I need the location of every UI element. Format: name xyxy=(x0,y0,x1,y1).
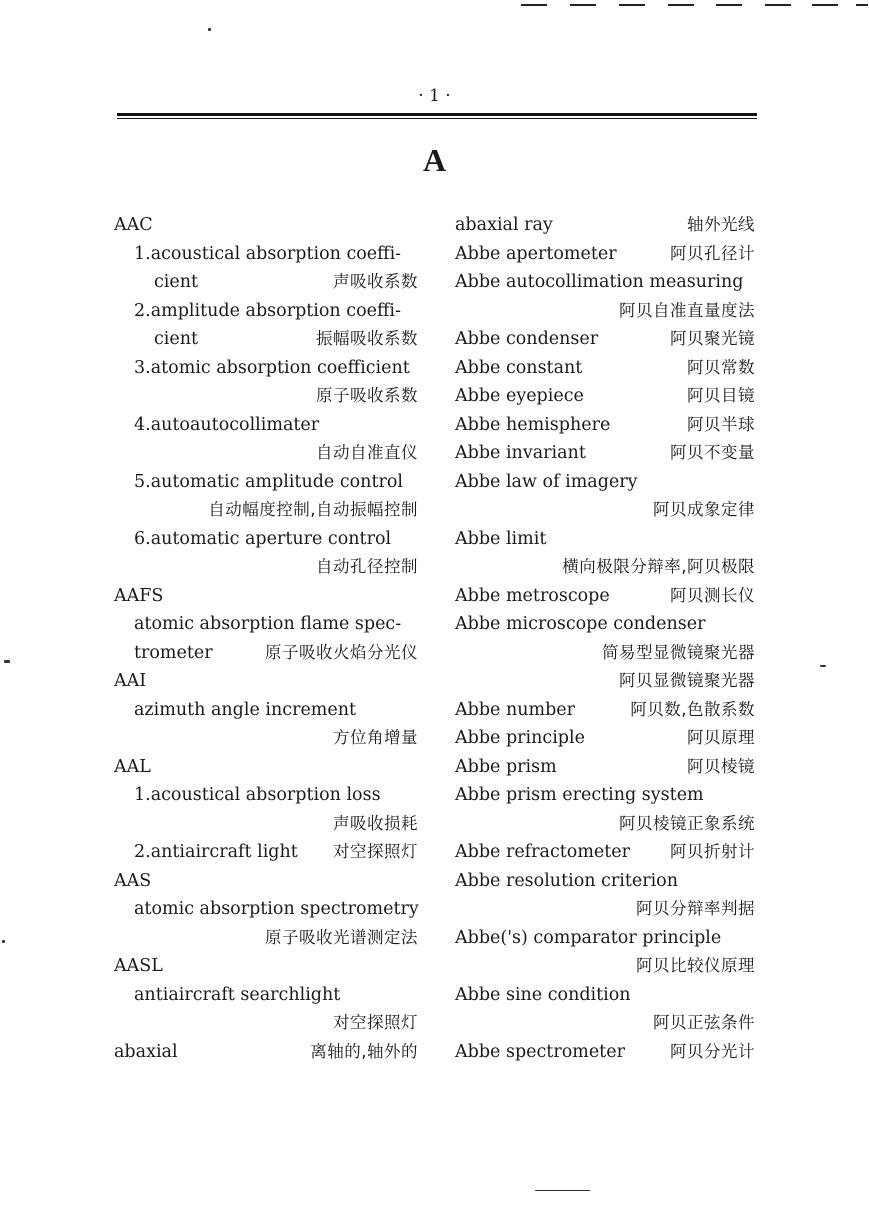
entry-translation: 声吸收系数 xyxy=(333,272,418,291)
header-dash xyxy=(812,4,838,6)
header-rule-thick xyxy=(117,113,757,116)
dictionary-line xyxy=(455,924,755,953)
dictionary-line xyxy=(455,268,755,297)
page-number: · 1 · xyxy=(418,86,451,106)
dictionary-line xyxy=(114,325,418,354)
dictionary-line xyxy=(455,724,755,753)
entry-translation: 轴外光线 xyxy=(687,215,755,234)
entry-term: abaxial ray xyxy=(455,215,553,235)
entry-translation: 阿贝比较仪原理 xyxy=(636,956,755,975)
dictionary-line xyxy=(455,696,755,725)
dictionary-line xyxy=(114,810,418,839)
dictionary-line xyxy=(455,525,755,554)
entry-term: atomic absorption spectrometry xyxy=(134,899,419,919)
entry-translation: 阿贝测长仪 xyxy=(670,585,755,605)
entry-translation: 简易型显微镜聚光器 xyxy=(602,642,755,662)
header-dash xyxy=(521,4,547,6)
dictionary-line xyxy=(114,867,418,896)
dictionary-line xyxy=(114,411,418,440)
entry-term: AAS xyxy=(114,870,152,891)
dictionary-line xyxy=(455,952,755,981)
dictionary-line xyxy=(114,211,418,240)
entry-translation: 离轴的,轴外的 xyxy=(310,1041,418,1061)
dictionary-line xyxy=(114,268,418,297)
entry-term: Abbe microscope condenser xyxy=(455,614,706,634)
dictionary-line xyxy=(114,639,418,668)
dictionary-line xyxy=(114,297,418,326)
dictionary-line xyxy=(455,582,755,611)
entry-translation: 对空探照灯 xyxy=(333,1013,418,1032)
header-dash xyxy=(716,4,742,6)
dictionary-line xyxy=(114,582,418,611)
entry-term: Abbe apertometer xyxy=(455,243,617,264)
entry-term: Abbe prism erecting system xyxy=(455,785,704,805)
entry-term: AAC xyxy=(114,215,153,235)
left-column xyxy=(114,211,418,1066)
entry-term: cient xyxy=(154,272,199,292)
dictionary-line xyxy=(114,610,418,639)
entry-term: 4.autoautocollimater xyxy=(134,414,320,435)
dictionary-line xyxy=(455,1038,755,1067)
entry-translation: 对空探照灯 xyxy=(333,842,418,861)
entry-term: 1.acoustical absorption coeffi- xyxy=(134,243,402,264)
entry-translation: 自动孔径控制 xyxy=(316,557,418,576)
entry-translation: 阿贝棱镜 xyxy=(687,756,755,776)
header-rule-thin xyxy=(117,118,757,119)
entry-term: azimuth angle increment xyxy=(134,699,357,720)
dictionary-line xyxy=(114,1038,418,1067)
dictionary-line xyxy=(114,753,418,782)
dictionary-line xyxy=(114,667,418,696)
entry-term: Abbe hemisphere xyxy=(455,414,611,435)
dictionary-line xyxy=(114,952,418,981)
entry-translation: 自动幅度控制,自动振幅控制 xyxy=(208,500,418,519)
scan-speck xyxy=(208,28,211,31)
scan-speck xyxy=(4,660,10,663)
dictionary-line xyxy=(455,810,755,839)
entry-term: Abbe invariant xyxy=(455,443,586,463)
entry-term: AAFS xyxy=(114,585,164,606)
dictionary-line xyxy=(114,838,418,867)
entry-term: Abbe eyepiece xyxy=(455,386,584,406)
entry-term: Abbe sine condition xyxy=(455,984,631,1005)
entry-term: Abbe spectrometer xyxy=(455,1041,625,1062)
entry-translation: 阿贝原理 xyxy=(687,728,755,747)
entry-translation: 横向极限分辩率,阿贝极限 xyxy=(562,557,755,576)
entry-translation: 阿贝半球 xyxy=(687,414,755,434)
entry-term: trometer xyxy=(134,642,213,663)
entry-term: 1.acoustical absorption loss xyxy=(134,785,381,805)
dictionary-line xyxy=(114,1009,418,1038)
entry-translation: 原子吸收火焰分光仪 xyxy=(265,642,418,662)
entry-translation: 振幅吸收系数 xyxy=(316,329,418,348)
entry-translation: 阿贝目镜 xyxy=(687,386,755,405)
dictionary-line xyxy=(455,325,755,354)
dictionary-line xyxy=(455,1009,755,1038)
entry-term: Abbe autocollimation measuring xyxy=(455,272,744,292)
entry-translation: 阿贝正弦条件 xyxy=(653,1013,755,1032)
dictionary-line xyxy=(455,838,755,867)
entry-translation: 阿贝数,色散系数 xyxy=(630,699,755,719)
dictionary-line xyxy=(114,553,418,582)
entry-translation: 阿贝聚光镜 xyxy=(670,329,755,348)
header-dash xyxy=(619,4,645,6)
entry-term: atomic absorption flame spec- xyxy=(134,614,402,634)
section-letter: A xyxy=(422,142,447,178)
dictionary-line xyxy=(455,667,755,696)
entry-term: AASL xyxy=(114,956,163,976)
right-column xyxy=(455,211,755,1066)
entry-term: cient xyxy=(154,329,199,349)
entry-translation: 自动自准直仪 xyxy=(316,443,418,462)
entry-translation: 声吸收损耗 xyxy=(333,813,418,833)
dictionary-line xyxy=(455,610,755,639)
dictionary-line xyxy=(114,354,418,383)
dictionary-line xyxy=(114,382,418,411)
entry-term: antiaircraft searchlight xyxy=(134,984,341,1005)
dictionary-line xyxy=(455,781,755,810)
dictionary-line xyxy=(455,895,755,924)
dictionary-line xyxy=(114,981,418,1010)
entry-term: AAL xyxy=(114,756,151,777)
dictionary-line xyxy=(114,724,418,753)
entry-term: Abbe refractometer xyxy=(455,842,631,862)
dictionary-line xyxy=(455,496,755,525)
entry-translation: 阿贝棱镜正象系统 xyxy=(619,813,755,833)
entry-term: 3.atomic absorption coefficient xyxy=(134,357,410,378)
page-number-value: 1 xyxy=(429,86,440,106)
dictionary-line xyxy=(114,696,418,725)
scan-speck xyxy=(2,940,5,943)
dictionary-line xyxy=(455,240,755,269)
entry-term: 5.automatic amplitude control xyxy=(134,471,403,492)
entry-translation: 原子吸收光谱测定法 xyxy=(265,927,418,947)
dictionary-line xyxy=(114,895,418,924)
dictionary-line xyxy=(114,468,418,497)
header-dash xyxy=(856,4,868,6)
entry-term: Abbe prism xyxy=(455,756,557,777)
dictionary-line xyxy=(455,867,755,896)
dictionary-line xyxy=(114,240,418,269)
entry-term: Abbe condenser xyxy=(455,329,599,349)
header-dash xyxy=(765,4,791,6)
entry-translation: 阿贝分辩率判据 xyxy=(636,899,755,918)
entry-term: Abbe limit xyxy=(455,528,547,549)
dictionary-line xyxy=(455,981,755,1010)
dictionary-line xyxy=(455,382,755,411)
entry-translation: 原子吸收系数 xyxy=(316,386,418,405)
entry-translation: 阿贝成象定律 xyxy=(653,500,755,519)
entry-translation: 阿贝折射计 xyxy=(670,842,755,861)
header-dash xyxy=(570,4,596,6)
dictionary-line xyxy=(114,439,418,468)
header-dash xyxy=(668,4,694,6)
entry-translation: 方位角增量 xyxy=(333,728,418,747)
entry-term: Abbe constant xyxy=(455,357,583,378)
scan-speck xyxy=(820,665,826,667)
dictionary-line xyxy=(114,496,418,525)
dictionary-line xyxy=(114,781,418,810)
dictionary-line xyxy=(455,639,755,668)
entry-translation: 阿贝分光计 xyxy=(670,1041,755,1061)
dictionary-line xyxy=(455,211,755,240)
entry-term: Abbe number xyxy=(455,699,576,720)
scan-speck xyxy=(535,1190,590,1191)
dictionary-line xyxy=(455,354,755,383)
entry-translation: 阿贝常数 xyxy=(687,357,755,377)
entry-term: Abbe('s) comparator principle xyxy=(455,927,722,948)
dictionary-line xyxy=(114,525,418,554)
entry-term: Abbe law of imagery xyxy=(455,471,638,492)
dictionary-line xyxy=(455,553,755,582)
dictionary-line xyxy=(455,439,755,468)
dictionary-line xyxy=(455,411,755,440)
entry-translation: 阿贝自准直量度法 xyxy=(619,300,755,320)
entry-term: 2.amplitude absorption coeffi- xyxy=(134,300,401,321)
entry-term: Abbe principle xyxy=(455,728,585,748)
entry-term: Abbe resolution criterion xyxy=(455,870,678,891)
dictionary-line xyxy=(455,468,755,497)
entry-translation: 阿贝显微镜聚光器 xyxy=(619,671,755,690)
entry-term: AAI xyxy=(114,671,147,691)
dictionary-line xyxy=(455,753,755,782)
entry-term: abaxial xyxy=(114,1041,178,1062)
entry-term: Abbe metroscope xyxy=(455,585,610,606)
entry-term: 2.antiaircraft light xyxy=(134,842,298,862)
dictionary-line xyxy=(455,297,755,326)
entry-translation: 阿贝孔径计 xyxy=(670,243,755,263)
entry-term: 6.automatic aperture control xyxy=(134,528,392,549)
dictionary-line xyxy=(114,924,418,953)
entry-translation: 阿贝不变量 xyxy=(670,443,755,462)
